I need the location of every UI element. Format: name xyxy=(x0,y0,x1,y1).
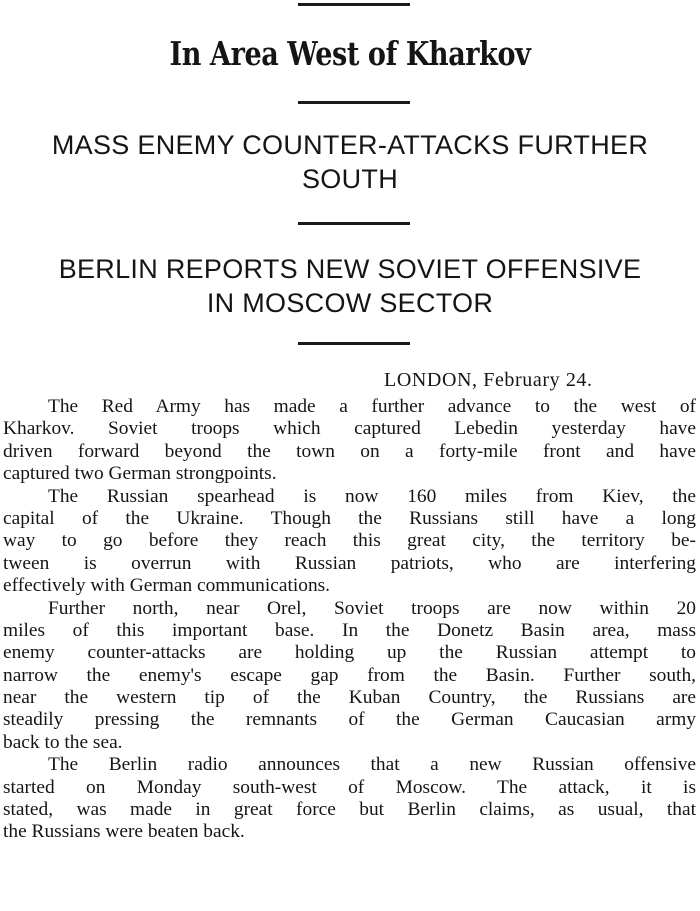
article-body xyxy=(3,396,696,844)
body-line: enemy counter-attacks are holding up the Russian attempt to xyxy=(3,642,696,664)
body-line: The Russian spearhead is now 160 miles from Kiev, the xyxy=(48,485,696,507)
body-line: steadily pressing the remnants of the German Caucasian army xyxy=(3,709,696,731)
body-line: driven forward beyond the town on a forty-mile front and have xyxy=(3,440,696,462)
body-line: stated, was made in great force but Berlin claims, as usual, that xyxy=(3,799,696,821)
subhead-counter-attacks xyxy=(0,128,700,196)
subhead-line: BERLIN REPORTS NEW SOVIET OFFENSIVE xyxy=(58,254,642,284)
subhead-line: IN MOSCOW SECTOR xyxy=(206,288,494,318)
rule-after-subhead-1 xyxy=(298,222,410,225)
body-line: The Red Army has made a further advance to the west of xyxy=(48,396,696,417)
body-line: effectively with German communications. xyxy=(3,575,331,597)
body-line: near the western tip of the Kuban Country, the Russians are xyxy=(3,687,696,709)
body-line: miles of this important base. In the Donetz Basin area, mass xyxy=(3,619,696,641)
body-line: tween is overrun with Russian patriots, who are interfering xyxy=(3,552,696,574)
rule-after-headline xyxy=(298,101,410,104)
body-line: the Russians were beaten back. xyxy=(3,821,245,843)
body-line: started on Monday south-west of Moscow. The attack, it is xyxy=(3,776,696,798)
top-rule xyxy=(298,3,410,6)
subhead-berlin-reports xyxy=(0,252,700,320)
body-line: captured two German strongpoints. xyxy=(3,463,277,485)
body-line: narrow the enemy's escape gap from the Basin. Further south, xyxy=(3,664,696,686)
body-line: Further north, near Orel, Soviet troops are now within 20 xyxy=(48,597,696,619)
body-line: way to go before they reach this great city, the territory be- xyxy=(3,530,696,552)
body-line: Kharkov. Soviet troops which captured Lebedin yesterday have xyxy=(3,418,696,440)
body-line: capital of the Ukraine. Though the Russians still have a long xyxy=(3,507,696,529)
subhead-line: SOUTH xyxy=(302,164,398,194)
body-line: The Berlin radio announces that a new Russian offensive xyxy=(48,754,696,776)
headline: In Area West of Kharkov xyxy=(169,34,531,73)
body-line: back to the sea. xyxy=(3,731,123,753)
subhead-line: MASS ENEMY COUNTER-ATTACKS FURTHER xyxy=(51,130,649,160)
dateline: LONDON, February 24. xyxy=(384,369,593,391)
rule-after-subhead-2 xyxy=(298,342,410,345)
